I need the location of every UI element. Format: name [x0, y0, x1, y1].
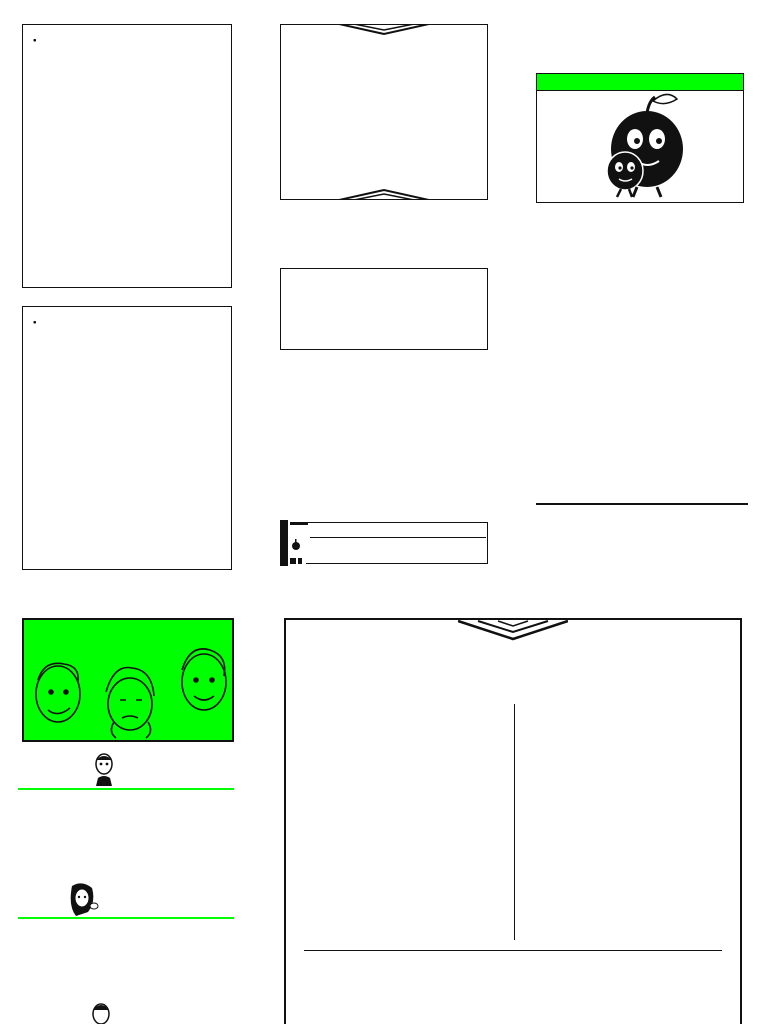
chevron-ornament-top-icon [339, 24, 429, 36]
apple-characters-icon [537, 91, 742, 201]
logo-frame [306, 522, 488, 564]
apple-illustration [536, 91, 744, 203]
faces-illustration-icon [24, 620, 232, 740]
definition-text [546, 208, 742, 214]
chevron-ornament-icon [458, 619, 568, 643]
verbal-face-icon [88, 1000, 114, 1024]
maybe-panel [22, 618, 234, 742]
lincoln-board-logo [280, 520, 490, 566]
visual-divider [18, 788, 234, 790]
brochure-subtitle [536, 73, 744, 91]
chevron-ornament-bottom-icon [339, 188, 429, 200]
physical-divider [18, 917, 234, 919]
hurts-panel [284, 618, 742, 1024]
policy-divider [304, 950, 722, 951]
students-box [22, 24, 232, 288]
physical-face-icon [66, 882, 100, 918]
remember-box [280, 24, 488, 200]
visual-face-icon [92, 752, 116, 786]
facts-list [536, 503, 748, 508]
column-divider [514, 704, 515, 940]
additional-info-box [280, 268, 488, 350]
logo-divider [310, 537, 486, 538]
parents-box [22, 306, 232, 570]
